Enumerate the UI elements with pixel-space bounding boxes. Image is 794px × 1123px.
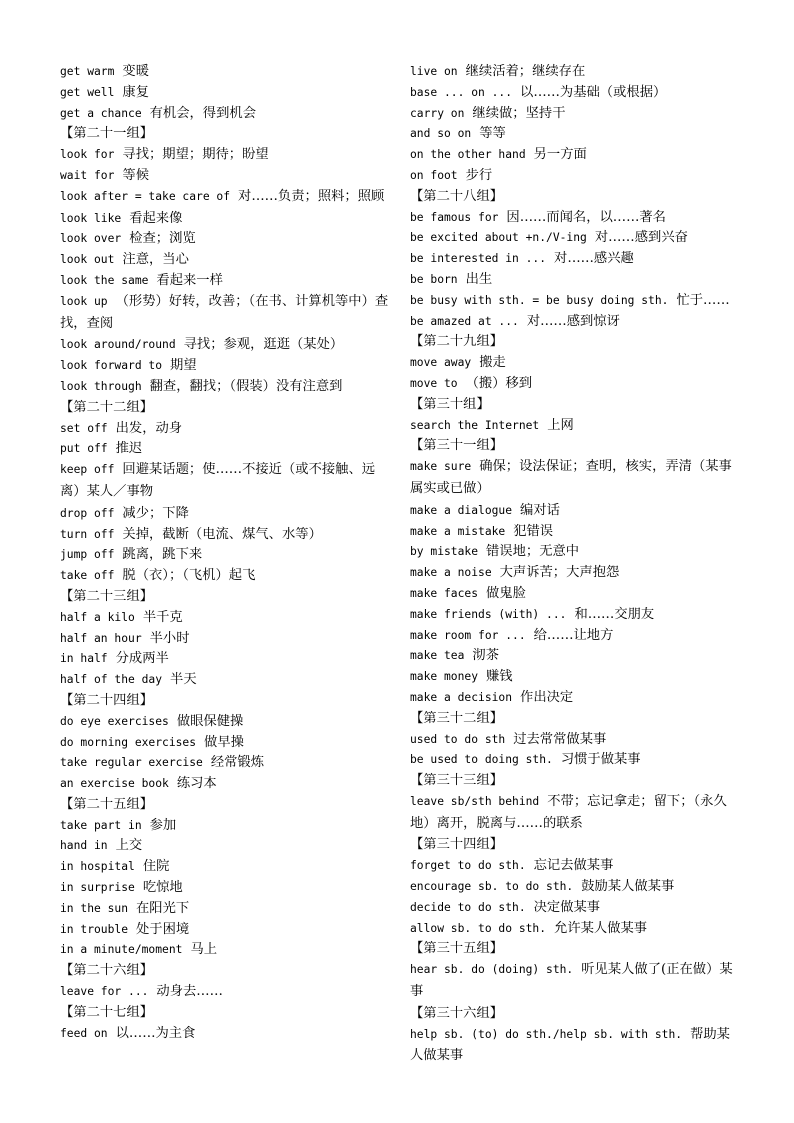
phrase-entry	[60, 752, 390, 773]
english-phrase: look after = take care of	[60, 189, 231, 203]
phrase-entry	[60, 835, 390, 856]
group-heading	[410, 708, 740, 729]
chinese-meaning: 做眼保健操	[176, 713, 244, 729]
english-phrase: an exercise book	[60, 777, 169, 791]
english-phrase: hand in	[60, 839, 108, 853]
chinese-meaning: 分成两半	[115, 651, 169, 667]
phrase-entry	[60, 165, 390, 186]
phrase-entry	[60, 898, 390, 919]
phrase-entry	[60, 815, 390, 836]
group-heading	[60, 794, 390, 815]
group-heading	[60, 123, 390, 144]
english-phrase: leave sb/sth behind	[410, 794, 540, 808]
group-title: 【第二十九组】	[410, 334, 504, 350]
english-phrase: look forward to	[60, 359, 163, 373]
group-heading	[410, 394, 740, 415]
phrase-entry	[60, 544, 390, 565]
english-phrase: in a minute/moment	[60, 943, 183, 957]
phrase-entry	[410, 82, 740, 103]
chinese-meaning: 动身去……	[156, 984, 223, 1000]
chinese-meaning: 继续做；坚持干	[472, 105, 566, 121]
english-phrase: in the sun	[60, 901, 129, 915]
phrase-entry	[60, 773, 390, 794]
phrase-entry	[410, 666, 740, 687]
group-heading	[410, 834, 740, 855]
english-phrase: on the other hand	[410, 148, 526, 162]
phrase-entry	[60, 524, 390, 545]
chinese-meaning: 回避某话题；使……不接近（或不接触、远离）某人／事物	[60, 462, 376, 499]
english-phrase: turn off	[60, 527, 115, 541]
chinese-meaning: 跳离，跳下来	[122, 547, 203, 563]
chinese-meaning: 编对话	[520, 502, 560, 518]
phrase-entry	[410, 269, 740, 290]
chinese-meaning: 处于困境	[136, 921, 190, 937]
phrase-entry	[410, 918, 740, 939]
english-phrase: wait for	[60, 168, 115, 182]
english-phrase: be born	[410, 272, 458, 286]
phrase-entry	[410, 521, 740, 542]
phrase-entry	[60, 628, 390, 649]
right-column	[410, 61, 740, 1067]
phrase-entry	[410, 604, 740, 625]
chinese-meaning: 寻找；参观，逛逛（某处）	[183, 337, 344, 353]
english-phrase: be interested in ...	[410, 252, 547, 266]
chinese-meaning: 等等	[479, 126, 506, 142]
chinese-meaning: 错误地；无意中	[486, 544, 580, 560]
phrase-entry	[410, 855, 740, 876]
english-phrase: half a kilo	[60, 610, 135, 624]
phrase-entry	[60, 919, 390, 940]
english-phrase: base ... on ...	[410, 85, 513, 99]
chinese-meaning: 练习本	[176, 776, 217, 792]
phrase-entry	[60, 981, 390, 1002]
english-phrase: drop off	[60, 506, 115, 520]
phrase-entry	[60, 648, 390, 669]
group-title: 【第二十八组】	[410, 188, 504, 204]
english-phrase: move to	[410, 376, 458, 390]
chinese-meaning: （形势）好转，改善；（在书、计算机等中）查找，查阅	[60, 293, 389, 331]
english-phrase: be excited about +n./V-ing	[410, 231, 587, 245]
group-heading	[60, 397, 390, 418]
phrase-entry	[410, 749, 740, 770]
english-phrase: look around/round	[60, 338, 176, 352]
english-phrase: search the Internet	[410, 418, 540, 432]
phrase-entry	[60, 565, 390, 586]
phrase-entry	[60, 82, 390, 103]
group-heading	[60, 1002, 390, 1023]
english-phrase: and so on	[410, 127, 472, 141]
english-phrase: make room for ...	[410, 628, 526, 642]
phrase-entry	[60, 459, 390, 503]
chinese-meaning: 上交	[115, 838, 143, 854]
chinese-meaning: 等候	[122, 167, 150, 183]
chinese-meaning: 有机会，得到机会	[149, 105, 256, 121]
english-phrase: make money	[410, 670, 479, 684]
english-phrase: take part in	[60, 818, 142, 832]
phrase-entry	[60, 249, 390, 270]
english-phrase: help sb. (to) do sth./help sb. with sth.	[410, 1027, 683, 1041]
english-phrase: in surprise	[60, 881, 135, 895]
phrase-entry	[410, 373, 740, 394]
english-phrase: be famous for	[410, 210, 499, 224]
phrase-entry	[410, 897, 740, 918]
english-phrase: in trouble	[60, 922, 129, 936]
left-column	[60, 61, 390, 1043]
english-phrase: decide to do sth.	[410, 900, 526, 914]
group-title: 【第三十四组】	[410, 837, 504, 853]
chinese-meaning: 另一方面	[533, 147, 587, 163]
chinese-meaning: 忘记去做某事	[533, 858, 614, 874]
phrase-entry	[60, 334, 390, 355]
chinese-meaning: （搬）移到	[465, 375, 533, 391]
group-title: 【第二十五组】	[60, 796, 154, 812]
english-phrase: look up	[60, 294, 108, 308]
chinese-meaning: 上网	[547, 417, 574, 433]
chinese-meaning: 注意，当心	[122, 252, 189, 268]
chinese-meaning: 康复	[122, 84, 150, 100]
group-title: 【第三十组】	[410, 396, 490, 412]
group-heading	[410, 435, 740, 456]
phrase-entry	[60, 291, 390, 335]
group-title: 【第三十一组】	[410, 438, 504, 454]
chinese-meaning: 半小时	[149, 630, 190, 646]
chinese-meaning: 半千克	[142, 609, 183, 625]
chinese-meaning: 经常锻炼	[210, 755, 265, 771]
group-heading	[410, 938, 740, 959]
english-phrase: look for	[60, 148, 115, 162]
phrase-entry	[60, 856, 390, 877]
chinese-meaning: 减少；下降	[122, 505, 189, 521]
phrase-entry	[410, 165, 740, 186]
english-phrase: live on	[410, 65, 458, 78]
chinese-meaning: 搬走	[479, 355, 506, 371]
chinese-meaning: 因……而闻名，以……著名	[506, 209, 666, 225]
phrase-entry	[410, 625, 740, 646]
phrase-entry	[60, 355, 390, 376]
chinese-meaning: 关掉，截断（电流、煤气、水等）	[122, 526, 322, 542]
phrase-entry	[410, 876, 740, 897]
phrase-entry	[60, 228, 390, 249]
group-heading	[410, 331, 740, 352]
english-phrase: hear sb. do (doing) sth.	[410, 963, 574, 977]
english-phrase: jump off	[60, 548, 115, 562]
phrase-entry	[410, 456, 740, 500]
chinese-meaning: 不带；忘记拿走；留下；（永久地）离开，脱离与……的联系	[410, 793, 727, 831]
chinese-meaning: 变暖	[122, 64, 150, 79]
english-phrase: in half	[60, 652, 108, 666]
english-phrase: get well	[60, 85, 115, 99]
chinese-meaning: 做早操	[204, 734, 244, 750]
english-phrase: get warm	[60, 65, 115, 78]
group-title: 【第二十二组】	[60, 399, 154, 415]
english-phrase: make friends (with) ...	[410, 607, 567, 621]
chinese-meaning: 期望	[170, 358, 197, 374]
group-title: 【第二十四组】	[60, 692, 154, 708]
phrase-entry	[60, 186, 390, 208]
phrase-entry	[410, 687, 740, 708]
chinese-meaning: 习惯于做某事	[560, 752, 641, 768]
english-phrase: forget to do sth.	[410, 859, 526, 873]
chinese-meaning: 马上	[190, 942, 218, 958]
chinese-meaning: 推迟	[115, 441, 143, 457]
chinese-meaning: 以……为主食	[115, 1025, 196, 1041]
phrase-entry	[410, 352, 740, 373]
english-phrase: make tea	[410, 649, 465, 663]
chinese-meaning: 出发，动身	[115, 420, 183, 436]
group-title: 【第二十一组】	[60, 126, 154, 142]
english-phrase: do eye exercises	[60, 714, 169, 728]
english-phrase: look out	[60, 253, 115, 267]
english-phrase: make a mistake	[410, 524, 506, 538]
phrase-entry	[410, 415, 740, 436]
chinese-meaning: 出生	[465, 271, 493, 287]
chinese-meaning: 过去常常做某事	[513, 731, 607, 747]
english-phrase: look like	[60, 211, 122, 225]
phrase-entry	[410, 541, 740, 562]
phrase-entry	[60, 1023, 390, 1044]
phrase-entry	[410, 290, 740, 311]
english-phrase: be used to doing sth.	[410, 753, 553, 767]
phrase-entry	[410, 729, 740, 750]
phrase-entry	[60, 61, 390, 82]
group-heading	[410, 186, 740, 207]
phrase-entry	[410, 61, 740, 82]
chinese-meaning: 吃惊地	[142, 880, 183, 896]
phrase-entry	[410, 207, 740, 228]
phrase-entry	[60, 939, 390, 960]
english-phrase: in hospital	[60, 860, 135, 874]
english-phrase: by mistake	[410, 545, 479, 559]
english-phrase: do morning exercises	[60, 735, 197, 749]
chinese-meaning: 允许某人做某事	[554, 920, 648, 936]
chinese-meaning: 脱（衣）；（飞机）起飞	[122, 568, 256, 584]
chinese-meaning: 看起来像	[129, 210, 183, 226]
group-title: 【第二十六组】	[60, 963, 154, 979]
english-phrase: move away	[410, 356, 472, 370]
chinese-meaning: 鼓励某人做某事	[581, 879, 675, 895]
chinese-meaning: 继续活着；继续存在	[465, 64, 586, 79]
phrase-entry	[60, 270, 390, 291]
chinese-meaning: 对……感到惊讶	[526, 313, 620, 329]
phrase-entry	[60, 103, 390, 124]
english-phrase: leave for ...	[60, 985, 149, 999]
phrase-entry	[60, 418, 390, 439]
english-phrase: carry on	[410, 106, 465, 120]
english-phrase: look over	[60, 232, 122, 246]
phrase-entry	[410, 959, 740, 1003]
english-phrase: be busy with sth. = be busy doing sth.	[410, 293, 669, 307]
chinese-meaning: 翻查，翻找；（假装）没有注意到	[149, 378, 343, 394]
group-heading	[410, 770, 740, 791]
group-title: 【第三十五组】	[410, 941, 504, 957]
english-phrase: get a chance	[60, 106, 142, 120]
chinese-meaning: 对……感兴趣	[554, 251, 634, 267]
english-phrase: on foot	[410, 168, 458, 182]
english-phrase: make faces	[410, 586, 479, 600]
phrase-entry	[60, 711, 390, 732]
chinese-meaning: 大声诉苦；大声抱怨	[499, 565, 620, 581]
english-phrase: be amazed at ...	[410, 314, 519, 328]
group-heading	[60, 960, 390, 981]
phrase-entry	[60, 144, 390, 165]
group-title: 【第三十六组】	[410, 1005, 504, 1021]
phrase-entry	[60, 732, 390, 753]
english-phrase: feed on	[60, 1026, 108, 1040]
english-phrase: make sure	[410, 460, 472, 474]
phrase-entry	[410, 248, 740, 269]
chinese-meaning: 参加	[149, 817, 177, 833]
chinese-meaning: 听见某人做了(正在做）某事	[410, 962, 733, 1000]
chinese-meaning: 以……为基础（或根据）	[520, 84, 667, 100]
chinese-meaning: 在阳光下	[136, 900, 190, 916]
phrase-entry	[410, 500, 740, 521]
group-heading	[410, 1003, 740, 1024]
phrase-entry	[410, 1024, 740, 1068]
phrase-entry	[60, 877, 390, 898]
phrase-entry	[60, 669, 390, 690]
phrase-entry	[410, 791, 740, 835]
english-phrase: encourage sb. to do sth.	[410, 880, 574, 894]
chinese-meaning: 忙于……	[676, 292, 730, 308]
english-phrase: look the same	[60, 273, 149, 287]
phrase-entry	[60, 503, 390, 524]
group-title: 【第三十二组】	[410, 710, 504, 726]
phrase-entry	[410, 144, 740, 165]
english-phrase: used to do sth	[410, 732, 506, 746]
group-heading	[60, 586, 390, 607]
english-phrase: look through	[60, 379, 142, 393]
chinese-meaning: 住院	[142, 859, 170, 875]
english-phrase: half of the day	[60, 673, 163, 687]
phrase-entry	[60, 208, 390, 229]
chinese-meaning: 看起来一样	[156, 272, 223, 288]
chinese-meaning: 赚钱	[486, 669, 513, 685]
phrase-entry	[410, 583, 740, 604]
phrase-entry	[410, 123, 740, 144]
chinese-meaning: 决定做某事	[533, 899, 601, 915]
english-phrase: make a dialogue	[410, 503, 513, 517]
phrase-entry	[410, 645, 740, 666]
chinese-meaning: 寻找；期望；期待；盼望	[122, 147, 269, 163]
chinese-meaning: 沏茶	[472, 648, 500, 664]
chinese-meaning: 犯错误	[513, 523, 554, 539]
chinese-meaning: 做鬼脸	[486, 585, 526, 601]
phrase-entry	[410, 103, 740, 124]
english-phrase: put off	[60, 442, 108, 456]
phrase-entry	[60, 607, 390, 628]
english-phrase: allow sb. to do sth.	[410, 921, 547, 935]
phrase-entry	[410, 227, 740, 248]
english-phrase: take off	[60, 569, 115, 583]
chinese-meaning: 对……负责；照料；照顾	[238, 188, 385, 204]
phrase-entry	[410, 562, 740, 583]
english-phrase: keep off	[60, 463, 115, 477]
chinese-meaning: 半天	[170, 672, 197, 688]
group-title: 【第三十三组】	[410, 773, 504, 789]
chinese-meaning: 检查；浏览	[129, 231, 196, 247]
chinese-meaning: 确保；设法保证；查明，核实，弄清（某事属实或已做）	[410, 459, 732, 496]
chinese-meaning: 对……感到兴奋	[594, 230, 688, 246]
english-phrase: make a decision	[410, 690, 513, 704]
english-phrase: take regular exercise	[60, 756, 203, 770]
english-phrase: half an hour	[60, 631, 142, 645]
group-heading	[60, 690, 390, 711]
chinese-meaning: 给……让地方	[533, 627, 614, 643]
english-phrase: set off	[60, 421, 108, 435]
chinese-meaning: 和……交朋友	[574, 606, 655, 622]
english-phrase: make a noise	[410, 566, 492, 580]
chinese-meaning: 帮助某人做某事	[410, 1026, 730, 1064]
chinese-meaning: 作出决定	[520, 689, 574, 705]
group-title: 【第二十三组】	[60, 588, 154, 604]
phrase-entry	[410, 311, 740, 332]
phrase-entry	[60, 376, 390, 397]
phrase-entry	[60, 438, 390, 459]
group-title: 【第二十七组】	[60, 1004, 154, 1020]
chinese-meaning: 步行	[465, 167, 493, 183]
